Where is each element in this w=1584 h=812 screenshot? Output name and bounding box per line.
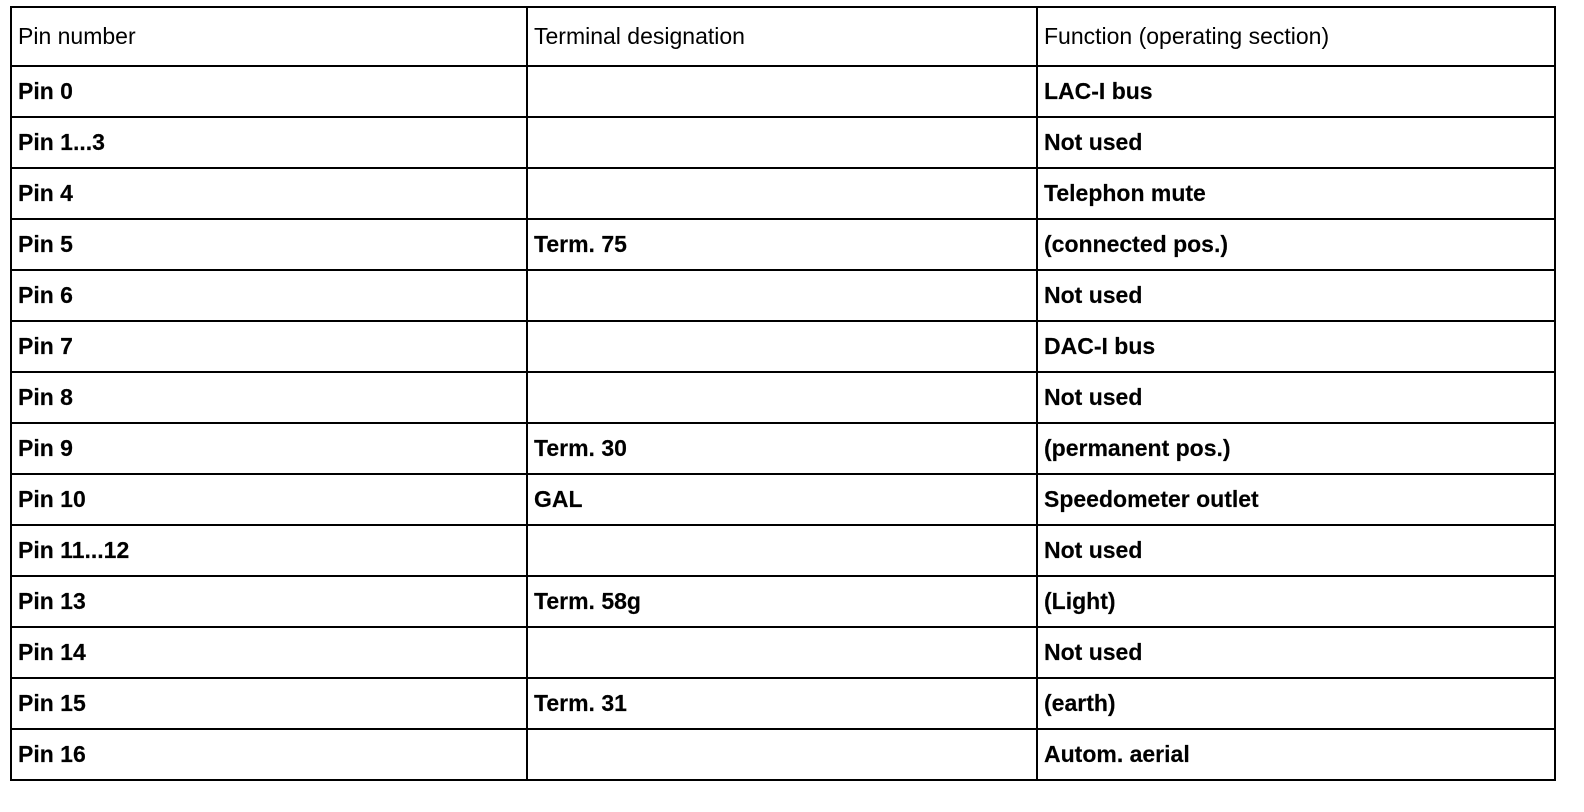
function-cell: Autom. aerial <box>1037 729 1555 780</box>
table-header-row <box>11 7 1555 66</box>
pin-number-cell: Pin 16 <box>11 729 527 780</box>
terminal-designation-cell <box>527 729 1037 780</box>
table-body <box>11 66 1555 780</box>
function-cell: LAC-I bus <box>1037 66 1555 117</box>
pin-number-cell: Pin 15 <box>11 678 527 729</box>
pin-number-cell: Pin 8 <box>11 372 527 423</box>
terminal-designation-cell <box>527 117 1037 168</box>
table-row <box>11 423 1555 474</box>
pin-number-cell: Pin 6 <box>11 270 527 321</box>
terminal-designation-cell: Term. 75 <box>527 219 1037 270</box>
function-cell: Not used <box>1037 372 1555 423</box>
terminal-designation-cell <box>527 627 1037 678</box>
table-row <box>11 729 1555 780</box>
terminal-designation-cell <box>527 168 1037 219</box>
pin-number-cell: Pin 10 <box>11 474 527 525</box>
table-row <box>11 321 1555 372</box>
pin-number-cell: Pin 11...12 <box>11 525 527 576</box>
function-cell: Not used <box>1037 525 1555 576</box>
function-cell: (earth) <box>1037 678 1555 729</box>
terminal-designation-cell <box>527 270 1037 321</box>
pin-number-cell: Pin 1...3 <box>11 117 527 168</box>
table-row <box>11 117 1555 168</box>
pin-number-cell: Pin 0 <box>11 66 527 117</box>
pin-number-cell: Pin 14 <box>11 627 527 678</box>
pin-number-cell: Pin 4 <box>11 168 527 219</box>
pin-assignment-table <box>10 6 1556 781</box>
function-cell: Not used <box>1037 270 1555 321</box>
table-row <box>11 219 1555 270</box>
function-cell: Speedometer outlet <box>1037 474 1555 525</box>
table-row <box>11 474 1555 525</box>
terminal-designation-cell <box>527 525 1037 576</box>
table-row <box>11 525 1555 576</box>
table-row <box>11 678 1555 729</box>
terminal-designation-cell: Term. 58g <box>527 576 1037 627</box>
pin-number-cell: Pin 13 <box>11 576 527 627</box>
pin-number-cell: Pin 9 <box>11 423 527 474</box>
function-cell: DAC-I bus <box>1037 321 1555 372</box>
function-cell: Telephon mute <box>1037 168 1555 219</box>
function-cell: (connected pos.) <box>1037 219 1555 270</box>
function-cell: (permanent pos.) <box>1037 423 1555 474</box>
table-row <box>11 627 1555 678</box>
terminal-designation-cell: GAL <box>527 474 1037 525</box>
pin-number-cell: Pin 7 <box>11 321 527 372</box>
terminal-designation-cell <box>527 66 1037 117</box>
header-terminal-designation: Terminal designation <box>527 7 1037 66</box>
document-page <box>10 6 1554 798</box>
function-cell: Not used <box>1037 117 1555 168</box>
table-row <box>11 576 1555 627</box>
function-cell: Not used <box>1037 627 1555 678</box>
table-row <box>11 372 1555 423</box>
pin-number-cell: Pin 5 <box>11 219 527 270</box>
table-row <box>11 270 1555 321</box>
header-pin-number: Pin number <box>11 7 527 66</box>
table-row <box>11 66 1555 117</box>
terminal-designation-cell <box>527 321 1037 372</box>
header-function: Function (operating section) <box>1037 7 1555 66</box>
table-row <box>11 168 1555 219</box>
terminal-designation-cell <box>527 372 1037 423</box>
terminal-designation-cell: Term. 31 <box>527 678 1037 729</box>
function-cell: (Light) <box>1037 576 1555 627</box>
terminal-designation-cell: Term. 30 <box>527 423 1037 474</box>
